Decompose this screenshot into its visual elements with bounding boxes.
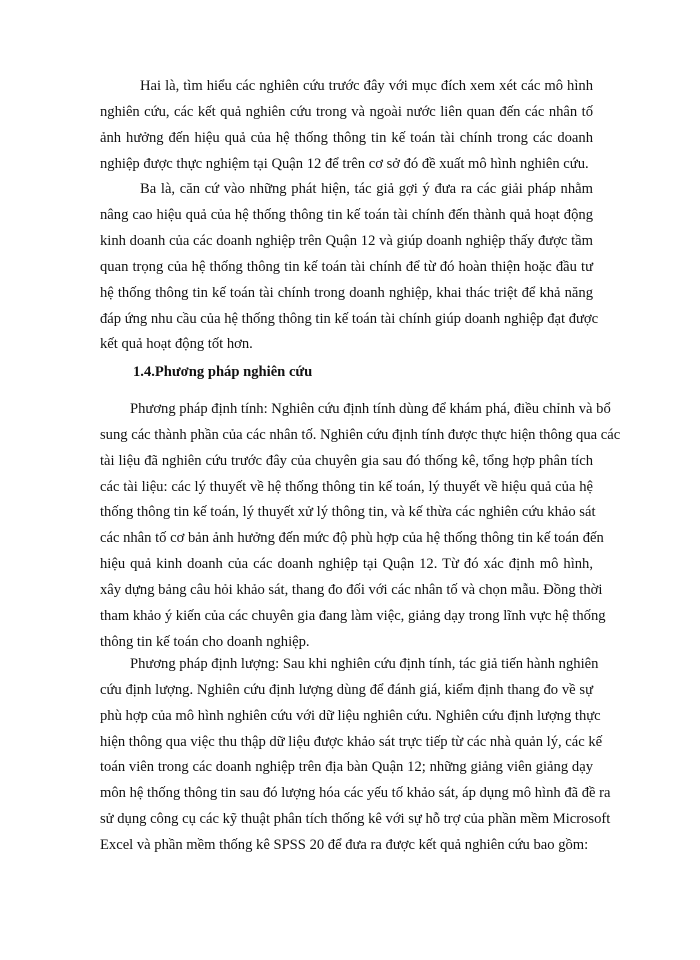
text-line: sung các thành phần của các nhân tố. Nghiên cứu định tính được thực hiện thông qua các — [100, 426, 621, 443]
text-line: môn hệ thống thông tin sau đó lượng hóa các yếu tố khảo sát, áp dụng mô hình đã đề ra — [100, 785, 611, 802]
text-line: nghiên cứu, các kết quả nghiên cứu trong và ngoài nước liên quan đến các nhân tố — [100, 103, 593, 120]
text-line: hiệu quả kinh doanh của các doanh nghiệp tại Quận 12. Từ đó xác định mô hình, — [100, 556, 593, 573]
text-line: quan trọng của hệ thống thông tin kế toán tài chính để từ đó hoàn thiện hoặc đầu tư — [100, 258, 593, 275]
text-line: các tài liệu: các lý thuyết về hệ thống thông tin kế toán, lý thuyết về hiệu quả của hệ — [100, 478, 593, 495]
paragraph-qualitative-method — [100, 397, 621, 655]
text-line: toán viên trong các doanh nghiệp trên địa bàn Quận 12; những giảng viên giảng dạy — [100, 759, 593, 776]
text-line: tham khảo ý kiến của các chuyên gia đang làm việc, giảng dạy trong lĩnh vực hệ thống — [100, 607, 606, 624]
text-line: nâng cao hiệu quả của hệ thống thông tin kế toán tài chính đến thành quả hoạt động — [100, 207, 593, 224]
text-line: Hai là, tìm hiểu các nghiên cứu trước đây với mục đích xem xét các mô hình — [140, 78, 593, 94]
text-line: thông tin kế toán cho doanh nghiệp. — [100, 633, 310, 650]
text-line: Phương pháp định lượng: Sau khi nghiên cứu định tính, tác giả tiến hành nghiên — [130, 656, 599, 672]
section-heading: 1.4.Phương pháp nghiên cứu — [133, 364, 313, 380]
text-line: tài liệu đã nghiên cứu trước đây của chuyên gia sau đó thống kê, tổng hợp phân tích — [100, 452, 593, 469]
paragraph-hai-la — [100, 74, 593, 177]
text-line: nghiệp được thực nghiệm tại Quận 12 để trên cơ sở đó đề xuất mô hình nghiên cứu. — [100, 155, 589, 172]
text-line: hiện thông qua việc thu thập dữ liệu được khảo sát trực tiếp từ các nhà quản lý, các kế — [100, 733, 603, 750]
text-line: Excel và phần mềm thống kê SPSS 20 để đưa ra được kết quả nghiên cứu bao gồm: — [100, 836, 589, 853]
text-line: xây dựng bảng câu hỏi khảo sát, thang đo đối với các nhân tố và chọn mẫu. Đồng thời — [100, 581, 603, 598]
text-line: đáp ứng nhu cầu của hệ thống thông tin kế toán tài chính giúp doanh nghiệp đạt được — [100, 310, 599, 327]
paragraph-ba-la — [100, 177, 599, 358]
text-line: kinh doanh của các doanh nghiệp trên Quận 12 và giúp doanh nghiệp thấy được tầm — [100, 233, 593, 250]
text-line: cứu định lượng. Nghiên cứu định lượng dùng để đánh giá, kiểm định thang đo về sự — [100, 681, 593, 698]
paragraph-quantitative-method — [100, 652, 611, 859]
text-line: sử dụng công cụ các kỹ thuật phân tích thống kê với sự hỗ trợ của phần mềm Microsoft — [100, 811, 611, 828]
text-line: thống thông tin kế toán, lý thuyết xử lý thông tin, và kế thừa các nghiên cứu khảo sát — [100, 504, 596, 521]
text-line: hệ thống thông tin kế toán tài chính trong doanh nghiệp, khai thác triệt để khả năng — [100, 284, 593, 301]
text-line: kết quả hoạt động tốt hơn. — [100, 336, 253, 353]
text-line: ảnh hưởng đến hiệu quả của hệ thống thông tin kế toán tài chính trong các doanh — [100, 129, 593, 146]
text-line: phù hợp của mô hình nghiên cứu với dữ liệu nghiên cứu. Nghiên cứu định lượng thực — [100, 707, 601, 724]
text-line: Phương pháp định tính: Nghiên cứu định tính dùng để khám phá, điều chỉnh và bổ — [130, 401, 611, 417]
text-line: các nhân tố cơ bản ảnh hưởng đến mức độ phù hợp của hệ thống thông tin kế toán đến — [100, 530, 604, 547]
text-line: Ba là, căn cứ vào những phát hiện, tác giả gợi ý đưa ra các giải pháp nhằm — [140, 181, 593, 198]
